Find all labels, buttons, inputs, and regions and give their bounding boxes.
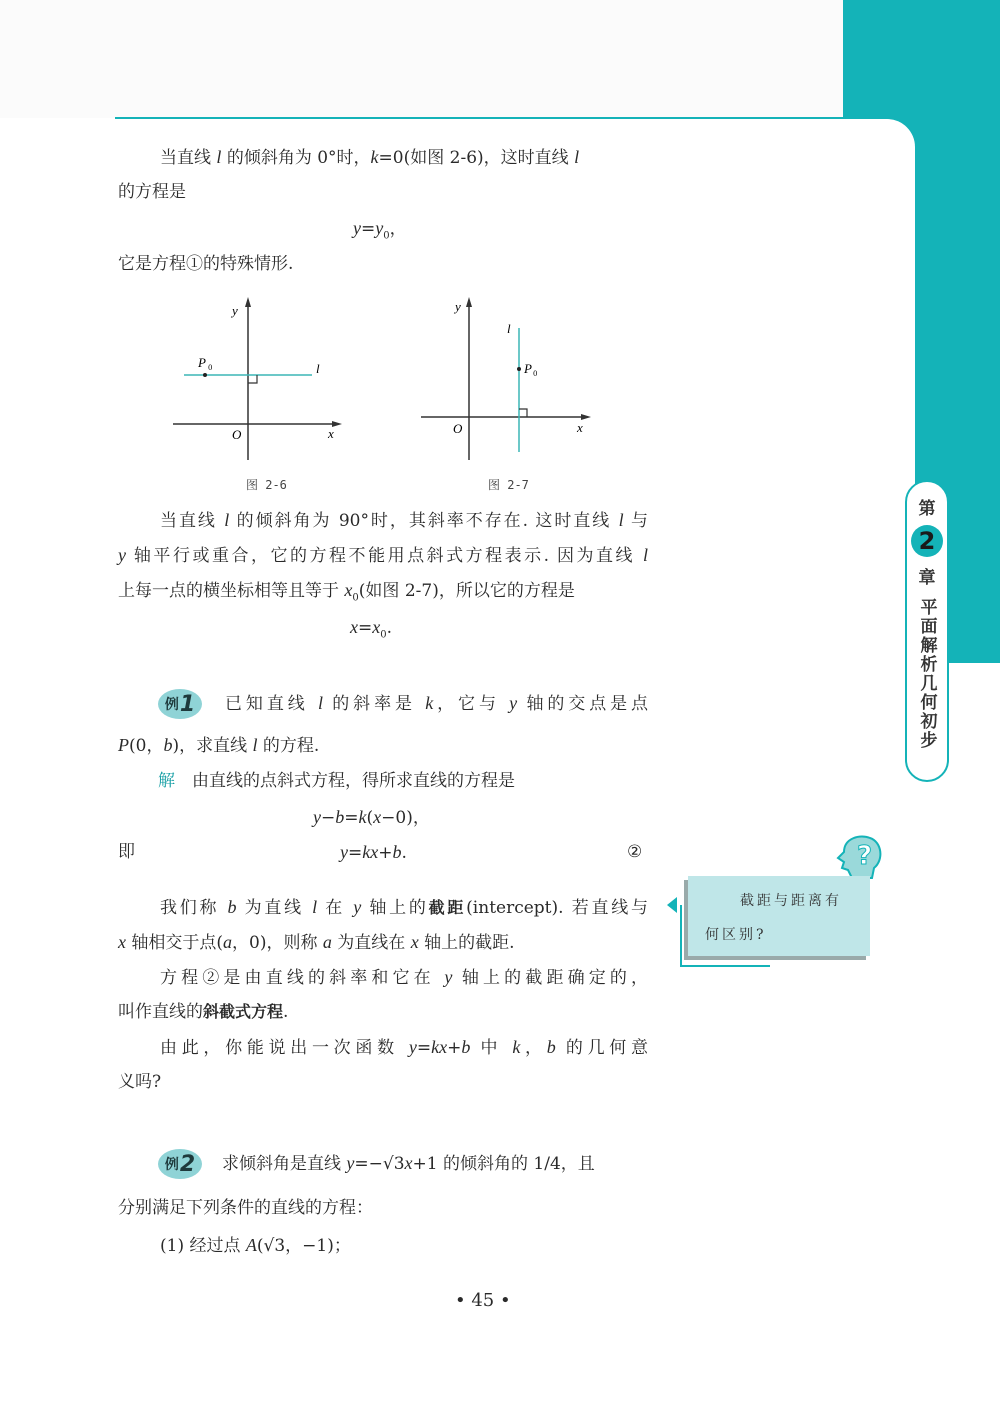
math-variable: y — [346, 1153, 355, 1173]
text-line — [158, 770, 515, 792]
figure-2-6 — [170, 295, 350, 465]
text-segment: = — [358, 618, 373, 638]
math-variable: y — [118, 545, 126, 565]
text-line — [118, 931, 515, 954]
text-line — [160, 146, 579, 169]
solution-label: 解 — [158, 771, 175, 791]
math-variable: kx — [431, 1037, 448, 1057]
text-segment: 轴的交点是点 — [517, 694, 649, 714]
label-l: l — [507, 321, 511, 336]
text-segment: 的斜率是 — [322, 694, 426, 714]
text-segment: =−√3 — [354, 1154, 405, 1174]
decor-line — [680, 905, 682, 967]
math-variable: b — [163, 735, 173, 755]
math-variable: b — [461, 1037, 471, 1057]
text-line — [160, 509, 648, 532]
math-variable: b — [546, 1037, 556, 1057]
text-line — [118, 1197, 373, 1219]
math-variable: y — [375, 218, 384, 238]
text-segment: 方程②是由直线的斜率和它在 — [160, 968, 445, 988]
math-variable: x — [350, 617, 358, 637]
math-variable: l — [224, 510, 230, 530]
chapter-suffix: 章 — [918, 568, 936, 588]
text-segment: − — [321, 808, 336, 828]
text-segment: 即 — [118, 842, 135, 862]
text-line — [160, 966, 648, 989]
text-segment: (1) 经过点 — [160, 1236, 246, 1256]
example-number: 1 — [179, 691, 196, 717]
math-variable: l — [216, 147, 222, 167]
label-y: y — [455, 299, 461, 314]
text-line — [353, 217, 407, 247]
text-segment: 上每一点的横坐标相等且等于 — [118, 581, 345, 601]
text-segment: 叫作直线的 — [118, 1002, 203, 1022]
key-term: 截距 — [428, 898, 467, 917]
text-segment: = — [348, 843, 363, 863]
text-segment: 的倾斜角为 0°时， — [221, 148, 371, 168]
example-label: 例 — [164, 697, 179, 713]
math-variable: x — [410, 932, 419, 952]
math-variable: y — [353, 218, 361, 238]
text-segment: 的方程. — [257, 736, 320, 756]
label-y: y — [232, 303, 238, 318]
math-variable: x — [372, 617, 381, 637]
text-segment: 我们称 — [160, 898, 228, 918]
text-segment: 当直线 — [160, 148, 217, 168]
label-x: x — [328, 426, 334, 441]
text-segment: . — [386, 618, 393, 638]
text-segment: =0(如图 2-6)，这时直线 — [378, 148, 575, 168]
text-segment: 的方程是 — [118, 182, 186, 202]
math-variable: b — [227, 897, 237, 917]
label-p-sub: 0 — [533, 370, 538, 378]
text-segment: 轴相交于点( — [126, 933, 224, 953]
chapter-tab — [905, 480, 949, 782]
text-segment: = — [416, 1038, 432, 1058]
text-segment: 当直线 — [160, 511, 225, 531]
text-segment: (如图 2-7)，所以它的方程是 — [358, 581, 575, 601]
math-variable: b — [335, 807, 345, 827]
decor-line — [680, 965, 770, 967]
text-segment: (0， — [129, 736, 164, 756]
math-variable: y — [313, 807, 321, 827]
math-variable: P — [118, 735, 129, 755]
text-segment: 在 — [317, 898, 354, 918]
text-line — [118, 579, 575, 609]
page-number: • 45 • — [455, 1290, 511, 1311]
text-segment: 义吗? — [118, 1072, 162, 1092]
chapter-title: 平面解析几何初步 — [916, 598, 937, 750]
math-variable: l — [252, 735, 258, 755]
text-segment: 与 — [623, 511, 649, 531]
math-variable: k — [512, 1037, 521, 1057]
math-variable: l — [317, 693, 323, 713]
text-line — [118, 181, 186, 203]
text-segment: 为直线 — [236, 898, 313, 918]
text-segment: ， — [389, 219, 407, 239]
text-segment: (intercept). 若直线与 — [466, 898, 648, 918]
text-segment: 为直线在 — [331, 933, 411, 953]
math-variable: y — [340, 842, 348, 862]
example-1-badge — [158, 689, 202, 719]
chapter-color-band — [843, 0, 1000, 120]
text-segment: 求倾斜角是直线 — [222, 1154, 347, 1174]
math-variable: k — [370, 147, 379, 167]
text-segment: + — [378, 843, 393, 863]
math-variable: a — [223, 932, 233, 952]
svg-text:?: ? — [857, 841, 873, 871]
math-variable: kx — [362, 842, 379, 862]
text-line — [118, 544, 648, 567]
text-segment: 0 — [380, 629, 387, 641]
math-variable: l — [312, 897, 318, 917]
text-segment: 轴上的截距. — [418, 933, 515, 953]
text-segment: 它是方程①的特殊情形. — [118, 254, 294, 274]
math-variable: x — [404, 1153, 413, 1173]
math-variable: l — [618, 510, 624, 530]
text-line — [118, 1071, 161, 1093]
text-line — [118, 1001, 288, 1023]
text-segment: 0 — [352, 592, 359, 604]
math-variable: k — [425, 693, 434, 713]
text-segment: +1 的倾斜角的 1/4，且 — [412, 1154, 595, 1174]
text-line — [118, 253, 293, 275]
text-segment: ② — [627, 842, 643, 862]
text-segment: ，0)，则称 — [232, 933, 323, 953]
text-segment: 由直线的点斜式方程，得所求直线的方程是 — [175, 771, 515, 791]
text-segment: )，求直线 — [172, 736, 253, 756]
text-segment: ， — [520, 1038, 547, 1058]
math-variable: b — [392, 842, 402, 862]
math-variable: x — [118, 932, 126, 952]
label-x: x — [577, 420, 583, 435]
figure-caption: 图 2-6 — [246, 478, 287, 492]
text-segment: 中 — [470, 1038, 513, 1058]
math-variable: y — [353, 897, 362, 917]
figure-caption: 图 2-7 — [488, 478, 529, 492]
text-segment: 轴上的 — [361, 898, 429, 918]
math-variable: y — [408, 1037, 417, 1057]
question-box — [688, 876, 870, 956]
text-segment: 轴上的截距确定的， — [452, 968, 648, 988]
text-line — [350, 616, 392, 646]
key-term: 斜截式方程 — [203, 1002, 284, 1021]
y-axis-arrow — [245, 297, 251, 307]
pointer-triangle-icon — [667, 897, 677, 913]
text-line — [160, 1036, 648, 1059]
label-l: l — [316, 361, 320, 376]
text-segment: 分别满足下列条件的直线的方程： — [118, 1198, 373, 1218]
right-angle-mark — [519, 409, 527, 417]
right-angle-mark — [248, 375, 257, 383]
math-variable: l — [574, 147, 580, 167]
figure-2-7 — [415, 295, 600, 465]
text-line — [118, 734, 319, 757]
text-segment: 已知直线 — [225, 694, 318, 714]
text-line — [340, 841, 407, 864]
question-line-1: 截距与距离有 — [740, 893, 842, 909]
label-p-sub: 0 — [208, 364, 213, 372]
example-2-badge — [158, 1149, 202, 1179]
math-variable: y — [444, 967, 453, 987]
text-segment: ( — [366, 808, 374, 828]
text-segment: = — [361, 219, 376, 239]
text-line — [627, 841, 642, 863]
math-variable: y — [509, 693, 518, 713]
text-segment: . — [283, 1002, 289, 1022]
text-segment: 由此，你能说出一次函数 — [160, 1038, 409, 1058]
thinking-head-icon — [830, 832, 885, 882]
label-p: P — [524, 361, 532, 376]
text-line — [118, 841, 135, 863]
text-line — [222, 1152, 595, 1175]
text-line — [313, 806, 430, 829]
text-line — [160, 1234, 351, 1257]
chapter-prefix: 第 — [918, 499, 936, 519]
math-variable: l — [642, 545, 648, 565]
text-segment: 的倾斜角为 90°时，其斜率不存在. 这时直线 — [229, 511, 619, 531]
label-o: O — [453, 421, 463, 436]
text-segment: ，它与 — [433, 694, 510, 714]
point-p0 — [203, 373, 207, 377]
math-variable: A — [245, 1235, 257, 1255]
math-variable: k — [358, 807, 367, 827]
y-axis-arrow — [466, 297, 472, 307]
text-line — [160, 896, 648, 919]
math-variable: x — [344, 580, 353, 600]
label-p: P — [198, 355, 206, 370]
text-segment: 的几何意 — [555, 1038, 649, 1058]
text-segment: 0 — [383, 230, 390, 242]
text-segment: . — [401, 843, 407, 863]
math-variable: x — [373, 807, 382, 827]
question-line-2: 何区别? — [705, 927, 767, 943]
text-segment: −0)， — [381, 808, 430, 828]
chapter-number: 2 — [911, 525, 943, 557]
text-segment: (√3，−1)； — [256, 1236, 351, 1256]
point-p0 — [517, 367, 521, 371]
example-label: 例 — [164, 1157, 179, 1173]
example-number: 2 — [179, 1151, 196, 1177]
text-segment: 轴平行或重合，它的方程不能用点斜式方程表示. 因为直线 — [126, 546, 643, 566]
text-line — [225, 692, 648, 715]
text-segment: = — [344, 808, 359, 828]
math-variable: a — [322, 932, 332, 952]
label-o: O — [232, 427, 242, 442]
text-segment: + — [447, 1038, 462, 1058]
